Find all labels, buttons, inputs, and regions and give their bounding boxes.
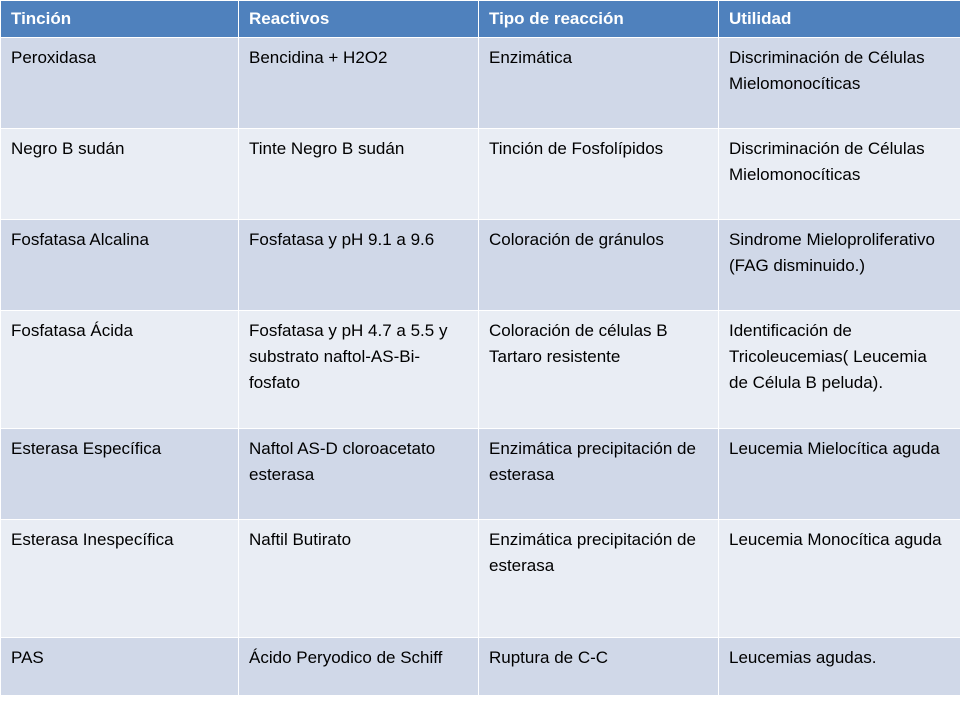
- cell-tincion: PAS: [1, 638, 239, 696]
- cell-utilidad: Leucemias agudas.: [719, 638, 960, 696]
- cell-tincion: Peroxidasa: [1, 38, 239, 129]
- table-row: [1, 38, 960, 129]
- cell-tipo-reaccion: Coloración de células B Tartaro resistente: [479, 311, 719, 429]
- cell-tipo-reaccion: Enzimática: [479, 38, 719, 129]
- cell-reactivos: Naftol AS-D cloroacetato esterasa: [239, 429, 479, 520]
- cell-tipo-reaccion: Coloración de gránulos: [479, 220, 719, 311]
- cell-tipo-reaccion: Ruptura de C-C: [479, 638, 719, 696]
- table-row: [1, 220, 960, 311]
- cell-tipo-reaccion: Enzimática precipitación de esterasa: [479, 520, 719, 638]
- header-row: [1, 1, 960, 38]
- cell-utilidad: Sindrome Mieloproliferativo (FAG disminuido.): [719, 220, 960, 311]
- table-header: [1, 1, 960, 38]
- cell-utilidad: Discriminación de Células Mielomonocíticas: [719, 38, 960, 129]
- header-tipo-reaccion: Tipo de reacción: [479, 1, 719, 38]
- header-utilidad: Utilidad: [719, 1, 960, 38]
- table-body: [1, 38, 960, 696]
- cell-reactivos: Fosfatasa y pH 4.7 a 5.5 y substrato naftol-AS-Bi-fosfato: [239, 311, 479, 429]
- cell-tincion: Esterasa Específica: [1, 429, 239, 520]
- cell-tincion: Fosfatasa Ácida: [1, 311, 239, 429]
- cell-reactivos: Fosfatasa y pH 9.1 a 9.6: [239, 220, 479, 311]
- table-row: [1, 311, 960, 429]
- table-row: [1, 429, 960, 520]
- table-row: [1, 520, 960, 638]
- cell-reactivos: Ácido Peryodico de Schiff: [239, 638, 479, 696]
- cell-tipo-reaccion: Tinción de Fosfolípidos: [479, 129, 719, 220]
- cell-tincion: Negro B sudán: [1, 129, 239, 220]
- cell-reactivos: Naftil Butirato: [239, 520, 479, 638]
- cell-tipo-reaccion: Enzimática precipitación de esterasa: [479, 429, 719, 520]
- table-row: [1, 129, 960, 220]
- cell-utilidad: Identificación de Tricoleucemias( Leucemia de Célula B peluda).: [719, 311, 960, 429]
- cell-utilidad: Leucemia Monocítica aguda: [719, 520, 960, 638]
- header-reactivos: Reactivos: [239, 1, 479, 38]
- cell-utilidad: Discriminación de Células Mielomonocíticas: [719, 129, 960, 220]
- cell-reactivos: Bencidina + H2O2: [239, 38, 479, 129]
- cell-tincion: Esterasa Inespecífica: [1, 520, 239, 638]
- cell-tincion: Fosfatasa Alcalina: [1, 220, 239, 311]
- cell-utilidad: Leucemia Mielocítica aguda: [719, 429, 960, 520]
- header-tincion: Tinción: [1, 1, 239, 38]
- cell-reactivos: Tinte Negro B sudán: [239, 129, 479, 220]
- table-row: [1, 638, 960, 696]
